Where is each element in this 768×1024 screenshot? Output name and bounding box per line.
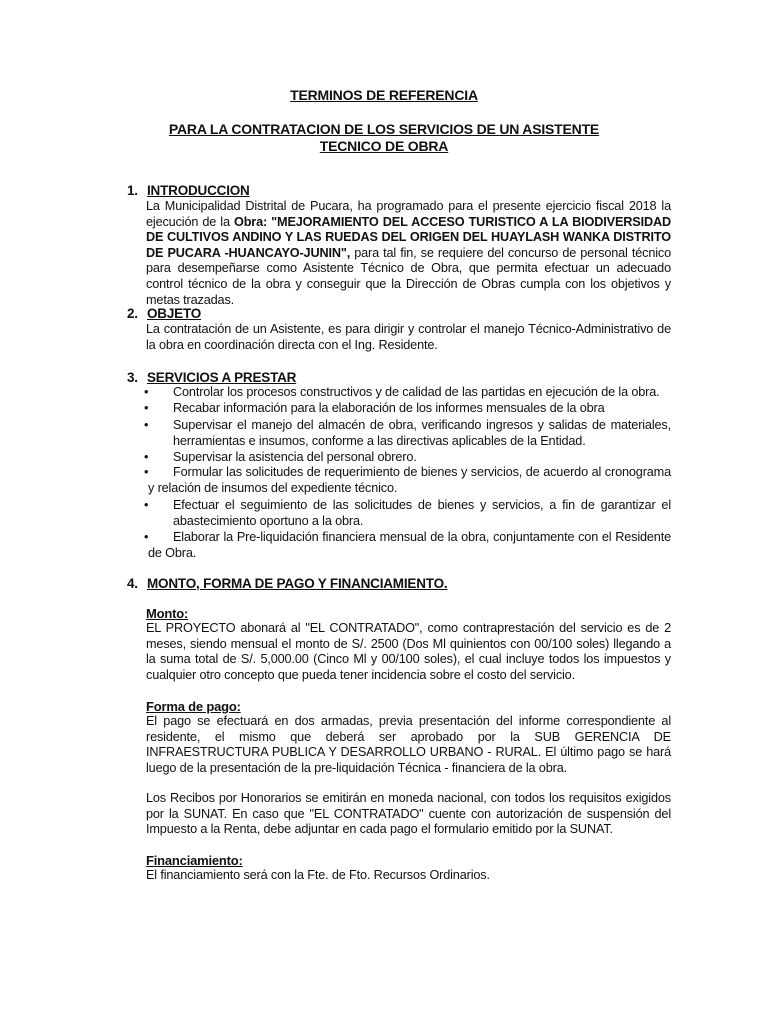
financiamiento-label: Financiamiento: <box>146 853 243 868</box>
intro-obra-name: Obra: "MEJORAMIENTO DEL ACCESO TURISTICO A LA BIODIVERSIDAD DE CULTIVOS ANDINO Y LAS RUEDAS DEL ORIGEN DEL HUAYLASH WANKA DISTRITO DE PUCARA -HUANCAYO-JUNIN", <box>146 214 671 260</box>
document-subtitle-line2: TECNICO DE OBRA <box>319 138 449 154</box>
intro-text-b: para tal fin, se requiere del concurso de personal técnico para desempeñarse como Asistente Técnico de Obra, que permita efectuar un adecuado control técnico de la obra y conseguir que la Dirección de Obras cumpla con los objetivos y metas trazadas. <box>146 245 671 307</box>
list-item <box>144 498 671 529</box>
list-item-text: Recabar información para la elaboración de los informes mensuales de la obra <box>173 401 605 415</box>
list-item <box>144 530 671 561</box>
list-item-text: Supervisar el manejo del almacén de obra, verificando ingresos y salidas de materiales, herramientas e insumos, conforme a las directivas aplicables de la Entidad. <box>173 418 671 448</box>
monto-paragraph: EL PROYECTO abonará al "EL CONTRATADO", como contraprestación del servicio es de 2 meses, siendo mensual el monto de S/. 2500 (Dos Ml quinientos con 00/100 soles) llegando a la suma total de S/. 5,000.00 (Cinco Ml y 00/100 soles), el cual incluye todos los impuestos y cualquier otro concepto que pueda tener incidencia sobre el costo del servicio. <box>146 621 671 682</box>
section-number: 2. <box>127 306 138 321</box>
recibos-paragraph: Los Recibos por Honorarios se emitirán en moneda nacional, con todos los requisitos exigidos por la SUNAT. En caso que "EL CONTRATADO" cuente con autorización de suspensión del Impuesto a la Renta, debe adjuntar en cada pago el formulario emitido por la SUNAT. <box>146 791 671 837</box>
list-item <box>144 465 671 496</box>
list-item-text: Elaborar la Pre-liquidación financiera mensual de la obra, conjuntamente con el Residente de Obra. <box>148 530 671 560</box>
bullet-icon: • <box>144 450 149 464</box>
introduccion-paragraph <box>146 199 671 308</box>
document-title: TERMINOS DE REFERENCIA <box>290 87 478 103</box>
list-item-text: Efectuar el seguimiento de las solicitudes de bienes y servicios, a fin de garantizar el abastecimiento oportuno a la obra. <box>173 498 671 528</box>
section-heading-monto <box>127 576 447 591</box>
section-title: OBJETO <box>147 306 202 321</box>
list-item-text: Supervisar la asistencia del personal obrero. <box>173 450 417 464</box>
list-item <box>144 418 671 449</box>
list-item <box>144 385 671 401</box>
bullet-icon: • <box>144 401 149 415</box>
section-number: 3. <box>127 370 138 385</box>
document-subtitle-line1: PARA LA CONTRATACION DE LOS SERVICIOS DE UN ASISTENTE <box>168 121 600 137</box>
section-number: 4. <box>127 576 138 591</box>
bullet-icon: • <box>144 385 149 399</box>
section-title: MONTO, FORMA DE PAGO Y FINANCIAMIENTO. <box>147 576 448 591</box>
section-title: SERVICIOS A PRESTAR <box>147 370 297 385</box>
list-item-text: Formular las solicitudes de requerimiento de bienes y servicios, de acuerdo al cronograma y relación de insumos del expediente técnico. <box>148 465 671 495</box>
monto-label: Monto: <box>146 606 189 621</box>
list-item <box>144 401 671 417</box>
forma-de-pago-label: Forma de pago: <box>146 699 241 714</box>
section-number: 1. <box>127 183 138 198</box>
bullet-icon: • <box>144 418 149 432</box>
objeto-paragraph: La contratación de un Asistente, es para dirigir y controlar el manejo Técnico-Administrativo de la obra en coordinación directa con el Ing. Residente. <box>146 322 671 352</box>
bullet-icon: • <box>144 498 149 512</box>
section-heading-objeto <box>127 306 201 321</box>
section-heading-servicios <box>127 370 296 385</box>
intro-text-a: La Municipalidad Distrital de Pucara, ha programado para el presente ejercicio fiscal 2018 la ejecución de la <box>146 199 671 229</box>
bullet-icon: • <box>144 465 149 479</box>
forma-de-pago-paragraph: El pago se efectuará en dos armadas, previa presentación del informe correspondiente al residente, el mismo que deberá ser aprobado por la SUB GERENCIA DE INFRAESTRUCTURA PUBLICA Y DESARROLLO URBANO - RURAL. El último pago se hará luego de la presentación de la pre-liquidación Técnica - financiera de la obra. <box>146 714 671 775</box>
section-title: INTRODUCCION <box>147 183 250 198</box>
list-item-text: Controlar los procesos constructivos y de calidad de las partidas en ejecución de la obra. <box>173 385 660 399</box>
bullet-icon: • <box>144 530 149 544</box>
financiamiento-paragraph: El financiamiento será con la Fte. de Fto. Recursos Ordinarios. <box>146 868 490 882</box>
list-item <box>144 450 671 466</box>
section-heading-introduccion <box>127 183 250 198</box>
